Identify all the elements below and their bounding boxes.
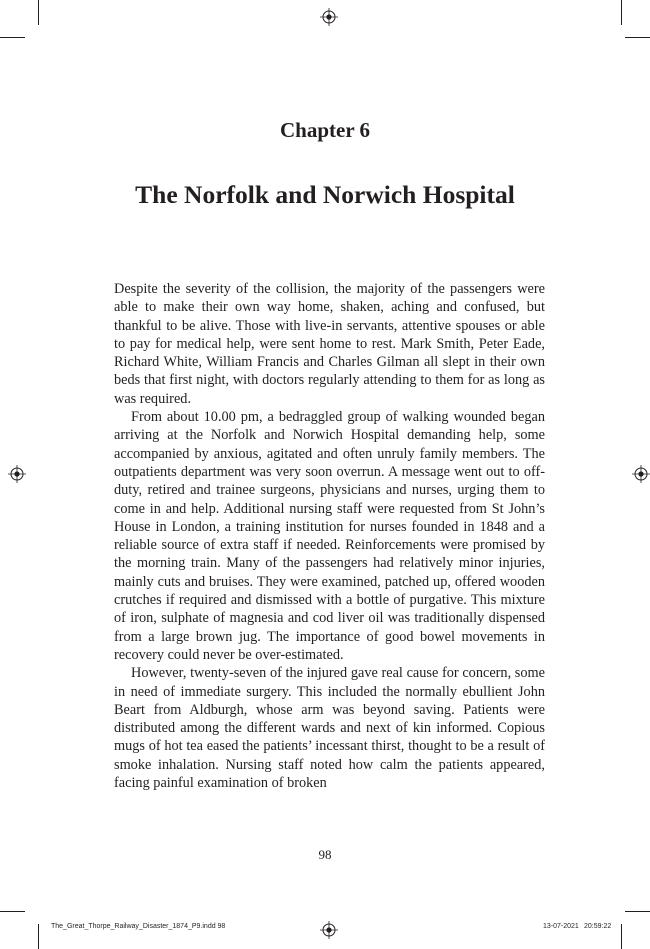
crop-mark (38, 0, 39, 25)
slug-filename: The_Great_Thorpe_Railway_Disaster_1874_P9.indd 98 (51, 923, 226, 930)
crop-mark (625, 37, 650, 38)
page-number: 98 (318, 847, 332, 862)
body-text (114, 280, 545, 792)
chapter-label: Chapter 6 (279, 118, 371, 142)
paragraph: However, twenty-seven of the injured gave real cause for concern, some in need of immediate surgery. This included the normally ebullient John Beart from Aldburgh, whose arm was beyond saving. Patients were distributed among the different wards and next of kin informed. Copious mugs of hot tea eased the patients’ incessant thirst, thought to be a result of smoke inhalation. Nursing staff noted how calm the patients appeared, facing painful examination of broken (114, 665, 545, 792)
crop-mark (38, 924, 39, 949)
slug-date: 13-07-2021 (543, 923, 579, 930)
registration-mark-icon (320, 921, 338, 939)
crop-mark (621, 0, 622, 25)
paragraph: From about 10.00 pm, a bedraggled group of walking wounded began arriving at the Norfolk and Norwich Hospital demanding help, some accompanied by anxious, agitated and often unruly family members. The outpatients department was very soon overrun. A message went out to off-duty, retired and trainee surgeons, physicians and nurses, urging them to come in and help. Additional nursing staff were requested from St John’s House in London, a training institution for nurses founded in 1848 and a reliable source of extra staff if needed. Reinforcements were promised by the morning train. Many of the passengers had relatively minor injuries, mainly cuts and bruises. They were examined, patched up, offered wooden crutches if required and dismissed with a bottle of purgative. This mixture of iron, sulphate of magnesia and cod liver oil was traditionally dispensed from a large brown jug. The importance of good bowel movements in recovery could never be over-estimated. (114, 409, 545, 663)
crop-mark (0, 911, 25, 912)
crop-mark (0, 37, 25, 38)
slug-time: 20:59:22 (584, 923, 612, 930)
crop-mark (625, 911, 650, 912)
crop-mark (621, 924, 622, 949)
registration-mark-icon (632, 465, 650, 483)
chapter-title: The Norfolk and Norwich Hospital (135, 180, 515, 209)
paragraph: Despite the severity of the collision, the majority of the passengers were able to make their own way home, shaken, aching and confused, but thankful to be alive. Those with live-in servants, attentive spouses or able to pay for medical help, were sent home to rest. Mark Smith, Peter Eade, Richard White, William Francis and Charles Gilman all slept in their own beds that first night, with doctors regularly attending to them for as long as was required. (114, 281, 545, 407)
registration-mark-icon (8, 465, 26, 483)
registration-mark-icon (320, 8, 338, 26)
